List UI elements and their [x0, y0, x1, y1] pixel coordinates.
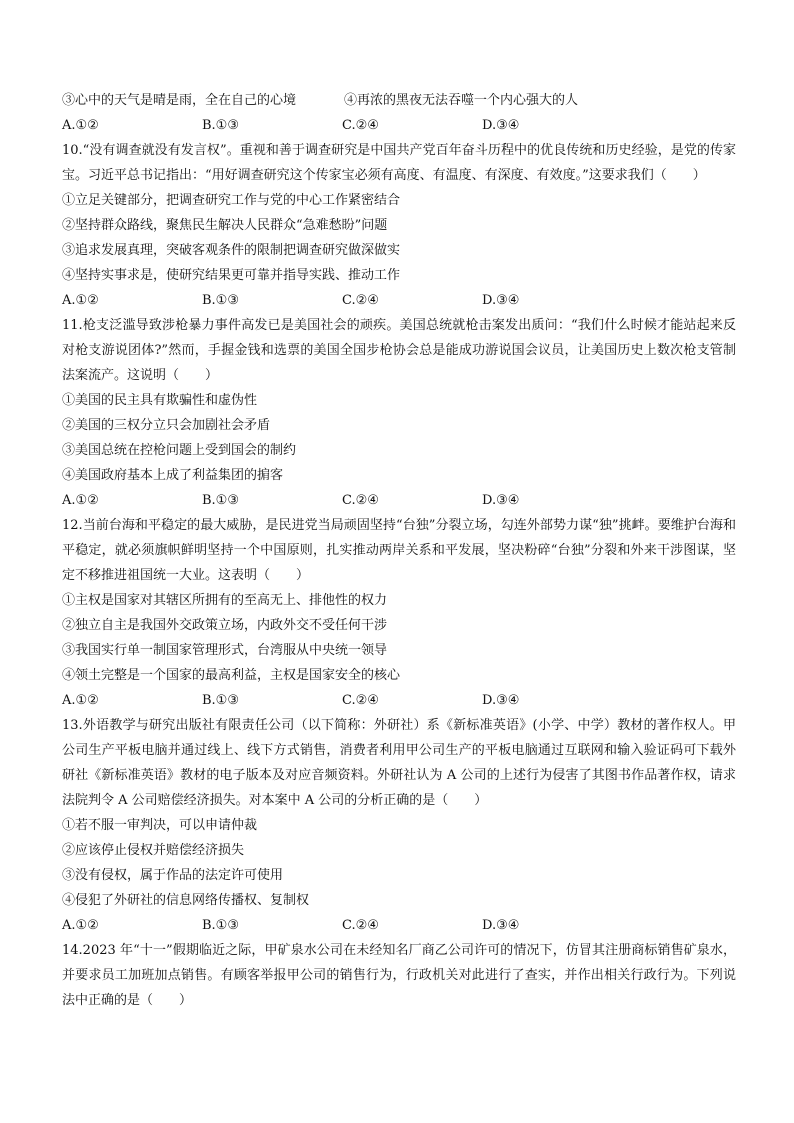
q12-item-3: ③我国实行单一制国家管理形式，台湾服从中央统一领导: [62, 643, 388, 658]
q12-options: [62, 688, 736, 713]
q10-option-b: B.①③: [202, 293, 239, 308]
page-content: [62, 88, 736, 1013]
q12-option-c: C.②④: [342, 693, 379, 708]
q10-item-4: ④坚持实事求是，使研究结果更可靠并指导实践、推动工作: [62, 268, 401, 283]
q13-option-d: D.③④: [482, 918, 520, 933]
q13-item-3: ③没有侵权，属于作品的法定许可使用: [62, 868, 284, 883]
q9-option-b: B.①③: [202, 118, 239, 133]
q9-options: [62, 113, 736, 138]
q10-item-3: ③追求发展真理，突破客观条件的限制把调查研究做深做实: [62, 243, 401, 258]
q13-item-4: ④侵犯了外研社的信息网络传播权、复制权: [62, 893, 310, 908]
q12-option-d: D.③④: [482, 693, 520, 708]
q9-item-4: ④再浓的黑夜无法吞噬一个内心强大的人: [344, 93, 579, 108]
q11-item-3: ③美国总统在控枪问题上受到国会的制约: [62, 443, 297, 458]
q12-option-b: B.①③: [202, 693, 239, 708]
q10-option-a: A.①②: [62, 293, 99, 308]
q10-option-d: D.③④: [482, 293, 520, 308]
q12-item-1: ①主权是国家对其辖区所拥有的至高无上、排他性的权力: [62, 593, 388, 608]
q11-item-4: ④美国政府基本上成了利益集团的掮客: [62, 468, 284, 483]
q9-item-3: ③心中的天气是晴是雨，全在自己的心境: [62, 93, 297, 108]
q12-item-2: ②独立自主是我国外交政策立场，内政外交不受任何干涉: [62, 618, 388, 633]
q9-option-c: C.②④: [342, 118, 379, 133]
q12-option-a: A.①②: [62, 693, 99, 708]
q13-item-2: ②应该停止侵权并赔偿经济损失: [62, 843, 245, 858]
q10-option-c: C.②④: [342, 293, 379, 308]
q11-option-d: D.③④: [482, 493, 520, 508]
q11-option-b: B.①③: [202, 493, 239, 508]
q9-option-d: D.③④: [482, 118, 520, 133]
q13-item-1: ①若不服一审判决，可以申请仲裁: [62, 818, 258, 833]
q11-item-1: ①美国的民主具有欺骗性和虚伪性: [62, 393, 258, 408]
q9-option-a: A.①②: [62, 118, 99, 133]
q13-option-a: A.①②: [62, 918, 99, 933]
q11-option-a: A.①②: [62, 493, 99, 508]
q13-option-b: B.①③: [202, 918, 239, 933]
q12-stem: 12.当前台海和平稳定的最大威胁，是民进党当局顽固坚持“台独”分裂立场，勾连外部势力谋“独”挑衅。要维护台海和平稳定，就必须旗帜鲜明坚持一个中国原则，扎实推动两岸关系和平发展，坚决粉碎“台独”分裂和外来干涉图谋，坚定不移推进祖国统一大业。这表明（ ）: [62, 518, 736, 583]
q13-stem: 13.外语教学与研究出版社有限责任公司（以下简称：外研社）系《新标准英语》(小学、中学）教材的著作权人。甲公司生产平板电脑并通过线上、线下方式销售，消费者利用甲公司生产的平板电脑通过互联网和输入验证码可下载外研社《新标准英语》教材的电子版本及对应音频资料。外研社认为 A 公司的上述行为侵害了其图书作品著作权，请求法院判令 A 公司赔偿经济损失。对本案中 A 公司的分析正确的是（ ）: [62, 718, 736, 808]
q14-stem: 14.2023 年“十一”假期临近之际，甲矿泉水公司在未经知名厂商乙公司许可的情况下，仿冒其注册商标销售矿泉水，并要求员工加班加点销售。有顾客举报甲公司的销售行为，行政机关对此进行了查实，并作出相关行政行为。下列说法中正确的是（ ）: [62, 943, 736, 1008]
q10-options: [62, 288, 736, 313]
q11-options: [62, 488, 736, 513]
q13-option-c: C.②④: [342, 918, 379, 933]
q10-item-1: ①立足关键部分，把调查研究工作与党的中心工作紧密结合: [62, 193, 401, 208]
q9-items-row: [62, 88, 736, 113]
q11-option-c: C.②④: [342, 493, 379, 508]
q10-item-2: ②坚持群众路线，聚焦民生解决人民群众“急难愁盼”问题: [62, 218, 388, 233]
q12-item-4: ④领土完整是一个国家的最高利益，主权是国家安全的核心: [62, 668, 401, 683]
q10-stem: 10.“没有调查就没有发言权”。重视和善于调查研究是中国共产党百年奋斗历程中的优良传统和历史经验，是党的传家宝。习近平总书记指出：“用好调查研究这个传家宝必须有高度、有温度、有深度、有效度。”这要求我们（ ）: [62, 143, 736, 183]
q11-stem: 11.枪支泛滥导致涉枪暴力事件高发已是美国社会的顽疾。美国总统就枪击案发出质问：“我们什么时候才能站起来反对枪支游说团体?”然而，手握金钱和选票的美国全国步枪协会总是能成功游说国会议员，让美国历史上数次枪支管制法案流产。这说明（ ）: [62, 318, 736, 383]
q13-options: [62, 913, 736, 938]
q11-item-2: ②美国的三权分立只会加剧社会矛盾: [62, 418, 271, 433]
